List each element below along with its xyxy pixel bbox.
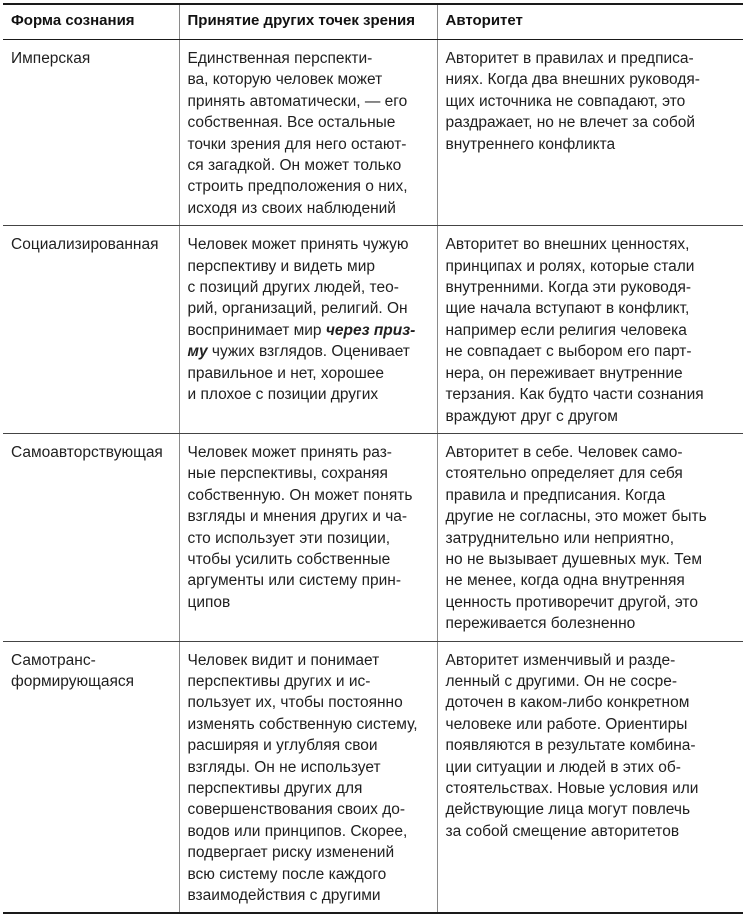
text-line: водов или принципов. Скорее, xyxy=(187,822,408,840)
text-segment: чужих взглядов. Оценивает xyxy=(207,343,410,361)
table-body xyxy=(3,40,743,914)
text-line: точки зрения для него остают- xyxy=(187,135,407,153)
text-line: щие начала вступают в конфликт, xyxy=(445,300,690,318)
text-line: другие не согласны, это может быть xyxy=(445,508,707,526)
header-authority: Авторитет xyxy=(437,4,743,40)
text-line: подвергает риску изменений xyxy=(187,844,395,862)
text-line: внутренними. Когда эти руководя- xyxy=(445,279,692,297)
text-line: исходя из своих наблюдений xyxy=(187,199,396,217)
text-line: стоятельно определяет для себя xyxy=(445,465,683,483)
cell-perspective xyxy=(179,40,437,226)
text-line: собственная. Все остальные xyxy=(187,114,396,132)
text-line: появляются в результате комбина- xyxy=(445,737,696,755)
text-line: изменять собственную систему, xyxy=(187,715,418,733)
text-line: ниях. Когда два внешних руководя- xyxy=(445,71,700,89)
consciousness-forms-table-container xyxy=(3,3,743,914)
text-line: Авторитет изменчивый и разде- xyxy=(445,651,676,669)
text-line: ции ситуации и людей в этих об- xyxy=(445,758,681,776)
text-line: перспективу и видеть мир xyxy=(187,257,375,275)
table-row xyxy=(3,641,743,913)
cell-perspective xyxy=(179,641,437,913)
text-line: нера, он переживает внутренние xyxy=(445,364,683,382)
text-line: и плохое с позиции других xyxy=(187,386,379,404)
text-line: Человек может принять раз- xyxy=(187,443,392,461)
text-line: Самотранс- xyxy=(11,651,96,669)
text-line: принять автоматически, — его xyxy=(187,92,408,110)
text-line: Социализированная xyxy=(11,236,159,254)
cell-authority xyxy=(437,226,743,434)
cell-form xyxy=(3,226,179,434)
text-line: строить предположения о них, xyxy=(187,178,408,196)
text-line: внутреннего конфликта xyxy=(445,135,616,153)
text-line: но не вызывает душевных мук. Тем xyxy=(445,550,702,568)
header-row xyxy=(3,4,743,40)
text-line: не менее, когда одна внутренняя xyxy=(445,572,685,590)
text-line: Человек видит и понимает xyxy=(187,651,380,669)
cell-perspective xyxy=(179,433,437,641)
text-line: всю систему после каждого xyxy=(187,865,387,883)
text-line: взгляды. Он не использует xyxy=(187,758,381,776)
cell-form xyxy=(3,641,179,913)
text-line xyxy=(188,320,433,341)
text-line: человеке или работе. Ориентиры xyxy=(445,715,688,733)
table-row xyxy=(3,433,743,641)
text-line: пользует их, чтобы постоянно xyxy=(187,694,403,712)
header-perspective: Принятие других точек зрения xyxy=(179,4,437,40)
text-line: враждуют друг с другом xyxy=(445,407,618,425)
text-line: Авторитет в себе. Человек само- xyxy=(445,443,683,461)
text-line: переживается болезненно xyxy=(445,615,636,633)
text-line: сто использует эти позиции, xyxy=(187,529,391,547)
text-line: расширяя и углубляя свои xyxy=(187,737,378,755)
text-line: принципах и ролях, которые стали xyxy=(445,257,695,275)
text-line: ные перспективы, сохраняя xyxy=(187,465,388,483)
text-line: Авторитет во внешних ценностях, xyxy=(445,236,690,254)
text-line: Имперская xyxy=(11,50,91,67)
emphasis-text: через приз- xyxy=(325,321,416,339)
text-line: терзания. Как будто части сознания xyxy=(445,386,704,404)
text-line: например если религия человека xyxy=(445,321,687,339)
text-line: Авторитет в правилах и предписа- xyxy=(445,50,694,67)
emphasis-text: му xyxy=(187,343,208,361)
text-line: доточен в каком-либо конкретном xyxy=(445,694,690,712)
text-line: Самоавторствующая xyxy=(11,443,163,461)
text-line: затруднительно или неприятно, xyxy=(445,529,675,547)
text-line: правильное и нет, хорошее xyxy=(187,364,384,382)
cell-perspective xyxy=(179,226,437,434)
cell-authority xyxy=(437,40,743,226)
text-line: чтобы усилить собственные xyxy=(187,550,391,568)
cell-form xyxy=(3,40,179,226)
text-line: ценность противоречит другой, это xyxy=(445,593,698,611)
text-line: перспективы других и ис- xyxy=(187,672,371,690)
header-form: Форма сознания xyxy=(3,4,179,40)
text-line: ся загадкой. Он может только xyxy=(187,157,402,175)
cell-authority xyxy=(437,641,743,913)
text-line: за собой смещение авторитетов xyxy=(445,822,680,840)
text-line: перспективы других для xyxy=(187,780,363,797)
text-line: рий, организаций, религий. Он xyxy=(187,300,408,318)
text-line: ва, которую человек может xyxy=(187,71,383,89)
cell-form xyxy=(3,433,179,641)
text-line: правила и предписания. Когда xyxy=(445,486,666,504)
text-segment: воспринимает мир xyxy=(187,321,326,339)
text-line: совершенствования своих до- xyxy=(187,801,406,819)
text-line: с позиций других людей, тео- xyxy=(187,279,399,297)
text-line: действующие лица могут повлечь xyxy=(445,801,691,819)
text-line: ленный с другими. Он не сосре- xyxy=(445,672,678,690)
consciousness-forms-table xyxy=(3,3,743,914)
text-line: стоятельствах. Новые условия или xyxy=(445,780,699,797)
text-line: формирующаяся xyxy=(11,672,135,690)
text-line: Единственная перспекти- xyxy=(187,50,373,67)
text-line: собственную. Он может понять xyxy=(187,486,413,504)
text-line: раздражает, но не влечет за собой xyxy=(445,114,696,132)
text-line: щих источника не совпадают, это xyxy=(445,92,686,110)
text-line: взаимодействия с другими xyxy=(187,887,381,905)
text-line: Человек может принять чужую xyxy=(187,236,409,254)
table-row xyxy=(3,40,743,226)
text-line: аргументы или систему прин- xyxy=(187,572,402,590)
cell-authority xyxy=(437,433,743,641)
text-line: ципов xyxy=(187,593,231,611)
table-row xyxy=(3,226,743,434)
table-header xyxy=(3,4,743,40)
text-line: не совпадает с выбором его парт- xyxy=(445,343,692,361)
text-line: взгляды и мнения других и ча- xyxy=(187,508,408,526)
text-line xyxy=(188,341,433,362)
